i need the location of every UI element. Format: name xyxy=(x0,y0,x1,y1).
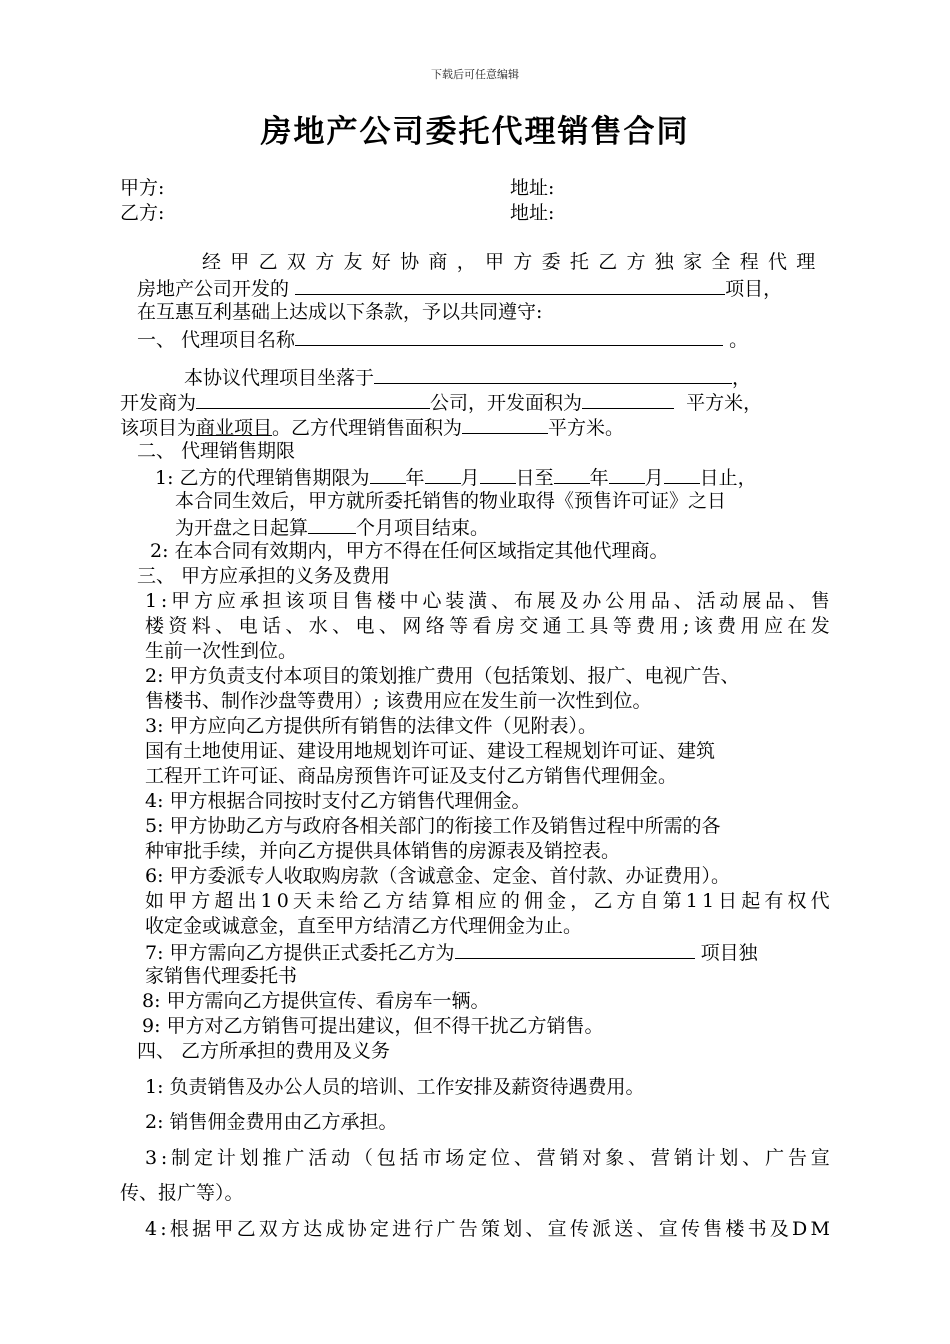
item-text: 1: 乙方的代理销售期限为 xyxy=(155,467,370,489)
para-text: 本协议代理项目坐落于 xyxy=(184,367,375,389)
s4-item-1: 1: 负责销售及办公人员的培训、工作安排及薪资待遇费用。 xyxy=(145,1076,645,1098)
intro-line-2 xyxy=(137,275,782,301)
s3-item-1-line-2: 楼 资 料 、 电 话 、 水 、 电 、 网 络 等 看 房 交 通 工 具 等 费 用 ; 该 费 用 应 在 发 xyxy=(145,615,830,637)
period: 。 xyxy=(729,329,749,351)
agency-project-name-blank xyxy=(295,326,723,346)
s4-item-2: 2: 销售佣金费用由乙方承担。 xyxy=(145,1111,398,1133)
s3-item-6-line-3: 收定金或诚意金，直至甲方结清乙方代理佣金为止。 xyxy=(145,915,583,937)
item-text: 个月项目结束。 xyxy=(356,517,490,539)
party-b-address-label: 地址: xyxy=(510,202,555,224)
s1-para-1 xyxy=(184,364,751,390)
date-unit: 年 xyxy=(405,467,425,489)
section-3-heading: 三、 甲方应承担的义务及费用 xyxy=(137,565,391,587)
dev-area-blank xyxy=(582,389,674,409)
s3-item-8: 8: 甲方需向乙方提供宣传、看房车一辆。 xyxy=(142,990,490,1012)
s3-item-7-line-2: 家销售代理委托书 xyxy=(145,965,298,987)
para-text: 公司，开发面积为 xyxy=(430,392,583,414)
para-text: 平方米， xyxy=(686,392,763,414)
s1-para-3 xyxy=(120,414,624,440)
months-blank xyxy=(308,514,356,534)
intro-text: 房地产公司开发的 xyxy=(137,278,290,300)
s3-item-1-line-3: 生前一次性到位。 xyxy=(145,640,298,662)
intro-line-3: 在互惠互利基础上达成以下条款，予以共同遵守: xyxy=(137,301,543,323)
s3-item-3-line-2: 国有土地使用证、建设用地规划许可证、建设工程规划许可证、建筑 xyxy=(145,740,716,762)
start-month-blank xyxy=(425,464,461,484)
s3-item-1-line-1: 1 : 甲 方 应 承 担 该 项 目 售 楼 中 心 装 潢 、 布 展 及 办 公 用 品 、 活 动 展 品 、 售 xyxy=(145,590,830,612)
para-text: 。乙方代理销售面积为 xyxy=(272,417,463,439)
end-year-blank xyxy=(554,464,590,484)
intro-text: 项目， xyxy=(725,278,783,300)
s3-item-6-line-2: 如 甲 方 超 出 1 0 天 未 给 乙 方 结 算 相 应 的 佣 金 ， 乙 方 自 第 1 1 日 起 有 权 代 xyxy=(145,890,830,912)
para-text: 该项目为 xyxy=(120,417,197,439)
intro-line-1: 经甲乙双方友好协商，甲方委托乙方独家全程代理 xyxy=(202,251,825,273)
s3-item-6-line-1: 6: 甲方委派专人收取购房款（含诚意金、定金、首付款、办证费用）。 xyxy=(145,865,731,887)
item-text: 项目独 xyxy=(700,942,758,964)
s3-item-3-line-1: 3: 甲方应向乙方提供所有销售的法律文件（见附表）。 xyxy=(145,715,598,737)
s3-item-2-line-1: 2: 甲方负责支付本项目的策划推广费用（包括策划、报广、电视广告、 xyxy=(145,665,740,687)
s3-item-7-line-1 xyxy=(145,939,758,965)
project-name-blank xyxy=(295,275,725,295)
s4-item-3-line-2: 传、报广等）。 xyxy=(120,1182,244,1204)
party-b-label: 乙方: xyxy=(120,202,165,224)
date-unit: 年 xyxy=(589,467,609,489)
end-month-blank xyxy=(609,464,645,484)
para-text: 开发商为 xyxy=(120,392,197,414)
s2-item-1-line-2: 本合同生效后，甲方就所委托销售的物业取得《预售许可证》之日 xyxy=(175,490,727,512)
s2-item-2: 2: 在本合同有效期内，甲方不得在任何区域指定其他代理商。 xyxy=(150,540,669,562)
developer-blank xyxy=(196,389,430,409)
s4-item-4-line-1: 4 : 根 据 甲 乙 双 方 达 成 协 定 进 行 广 告 策 划 、 宣 传 派 送 、 宣 传 售 楼 书 及 D M xyxy=(145,1218,830,1240)
end-day-blank xyxy=(664,464,700,484)
s3-item-5-line-1: 5: 甲方协助乙方与政府各相关部门的衔接工作及销售过程中所需的各 xyxy=(145,815,721,837)
document-title: 房地产公司委托代理销售合同 xyxy=(260,114,690,150)
s3-item-2-line-2: 售楼书、制作沙盘等费用）; 该费用应在发生前一次性到位。 xyxy=(145,690,652,712)
date-unit: 日至 xyxy=(515,467,554,489)
date-unit: 日止， xyxy=(699,467,757,489)
start-day-blank xyxy=(480,464,516,484)
party-a-address-label: 地址: xyxy=(510,177,555,199)
s1-para-2 xyxy=(120,389,762,415)
item-text: 为开盘之日起算 xyxy=(175,517,309,539)
entrust-project-blank xyxy=(455,939,695,959)
s3-item-5-line-2: 种审批手续，并向乙方提供具体销售的房源表及销控表。 xyxy=(145,840,621,862)
location-blank xyxy=(374,364,732,384)
header-note: 下载后可任意编辑 xyxy=(431,68,519,81)
section-1-heading xyxy=(137,326,748,352)
para-text: 平方米。 xyxy=(548,417,625,439)
s3-item-4: 4: 甲方根据合同按时支付乙方销售代理佣金。 xyxy=(145,790,531,812)
s2-item-1-line-3 xyxy=(175,514,489,540)
item-text: 7: 甲方需向乙方提供正式委托乙方为 xyxy=(145,942,455,964)
sales-area-blank xyxy=(462,414,548,434)
section-2-heading: 二、 代理销售期限 xyxy=(137,440,296,462)
date-unit: 月 xyxy=(460,467,480,489)
project-type: 商业项目 xyxy=(196,417,273,439)
heading-text: 一、 代理项目名称 xyxy=(137,329,296,351)
party-a-label: 甲方: xyxy=(120,177,165,199)
s4-item-3-line-1: 3 : 制 定 计 划 推 广 活 动 （ 包 括 市 场 定 位 、 营 销 对 象 、 营 销 计 划 、 广 告 宣 xyxy=(145,1147,830,1169)
date-unit: 月 xyxy=(644,467,664,489)
section-4-heading: 四、 乙方所承担的费用及义务 xyxy=(137,1040,391,1062)
s3-item-9: 9: 甲方对乙方销售可提出建议，但不得干扰乙方销售。 xyxy=(142,1015,604,1037)
start-year-blank xyxy=(370,464,406,484)
s3-item-3-line-3: 工程开工许可证、商品房预售许可证及支付乙方销售代理佣金。 xyxy=(145,765,678,787)
para-text: ， xyxy=(732,367,752,389)
s2-item-1-line-1 xyxy=(155,464,757,490)
